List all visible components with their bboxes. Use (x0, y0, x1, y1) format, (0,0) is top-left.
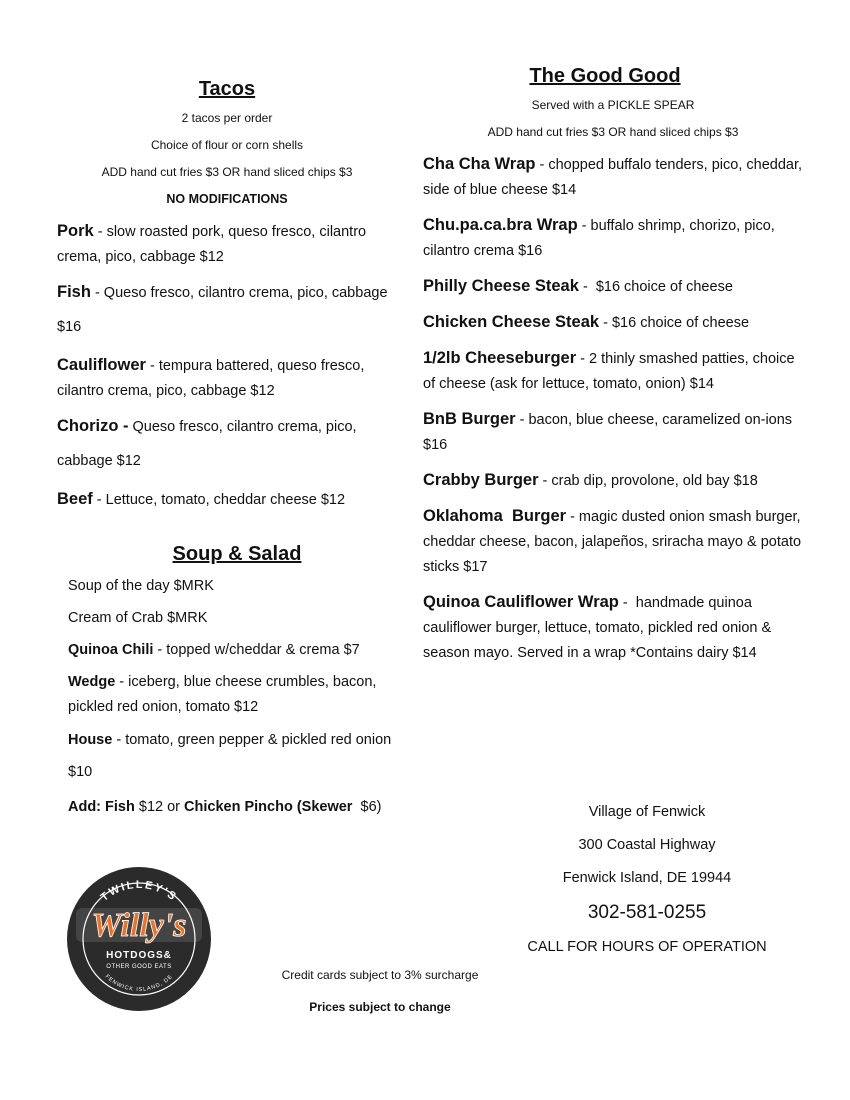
good-note-2: ADD hand cut fries $3 OR hand sliced chips $3 (487, 125, 739, 139)
menu-item-quinoa-cauliflower-wrap (423, 590, 803, 666)
item-name: Quinoa Cauliflower Wrap (423, 593, 619, 611)
add-chicken-price: $6) (352, 799, 382, 815)
item-name: Chorizo - (57, 417, 129, 435)
item-desc: - Queso fresco, cilantro crema, pico, cabbage $16 (57, 285, 388, 335)
good-good-list (423, 152, 803, 666)
willys-logo (66, 866, 212, 1012)
menu-item-soup-of-day (68, 574, 397, 599)
item-name: Oklahoma Burger (423, 507, 567, 525)
soup-salad-list (68, 574, 397, 820)
item-desc: - topped w/cheddar & crema $7 (153, 642, 360, 658)
tacos-note-2: Choice of flour or corn shells (150, 138, 304, 152)
item-desc: - slow roasted pork, queso fresco, cilantro crema, pico, cabbage $12 (57, 224, 367, 265)
menu-item-house (68, 724, 397, 788)
soup-salad-title: Soup & Salad (172, 543, 302, 565)
menu-item-beef (57, 487, 397, 513)
item-name: Quinoa Chili (68, 642, 154, 658)
item-desc: - $16 choice of cheese (578, 279, 733, 295)
item-name: Beef (57, 490, 93, 508)
menu-item-cha-cha-wrap (423, 152, 803, 203)
item-desc: - crab dip, provolone, old bay $18 (538, 473, 758, 489)
menu-item-cream-of-crab (68, 606, 397, 631)
menu-item-wedge (68, 670, 397, 720)
address-venue: Village of Fenwick (588, 804, 706, 820)
footer (260, 968, 500, 1014)
logo-sub-text-2: OTHER GOOD EATS (106, 964, 172, 970)
prices-note: Prices subject to change (309, 1000, 451, 1014)
item-desc: Queso fresco, cilantro crema, pico, cabbage $12 (57, 419, 357, 469)
menu-item-chorizo (57, 409, 397, 478)
address-city: Fenwick Island, DE 19944 (562, 870, 732, 886)
add-chicken-label: Chicken Pincho (Skewer (184, 799, 353, 815)
item-desc: - tempura battered, queso fresco, cilantro crema, pico, cabbage $12 (57, 358, 365, 399)
item-name: Cha Cha Wrap (423, 155, 536, 173)
tacos-note-1: 2 tacos per order (181, 111, 273, 125)
item-name: Cauliflower (57, 356, 146, 374)
menu-item-pork (57, 219, 397, 270)
item-desc: Cream of Crab $MRK (68, 610, 208, 626)
item-name: BnB Burger (423, 410, 516, 428)
tacos-title: Tacos (198, 78, 256, 100)
item-desc: - bacon, blue cheese, caramelized on-ions $16 (423, 412, 793, 453)
menu-item-quinoa-chili (68, 638, 397, 663)
good-good-title: The Good Good (529, 65, 681, 87)
item-name: Chu.pa.ca.bra Wrap (423, 216, 578, 234)
phone-number: 302-581-0255 (587, 902, 707, 923)
hours-note: CALL FOR HOURS OF OPERATION (527, 939, 767, 955)
item-name: Philly Cheese Steak (423, 277, 579, 295)
item-name: Fish (57, 283, 91, 301)
item-name: Crabby Burger (423, 471, 539, 489)
menu-item-philly-cheese-steak (423, 274, 803, 300)
item-name: Pork (57, 222, 94, 240)
logo-top-text: TWILLEY'S (98, 878, 180, 904)
add-fish-price: $12 or (134, 799, 185, 815)
item-desc: - buffalo shrimp, chorizo, pico, cilantro crema $16 (423, 218, 775, 259)
item-desc: - chopped buffalo tenders, pico, cheddar, side of blue cheese $14 (423, 157, 803, 198)
menu-item-chupacabra-wrap (423, 213, 803, 264)
good-note-1: Served with a PICKLE SPEAR (531, 98, 695, 112)
logo-brand-text: Willy's (91, 907, 187, 944)
item-desc: - magic dusted onion smash burger, cheddar cheese, bacon, jalapeños, sriracha mayo & potato sticks $17 (423, 509, 802, 575)
menu-item-bnb-burger (423, 407, 803, 458)
add-fish-label: Add: Fish (68, 799, 135, 815)
tacos-list (57, 219, 397, 513)
logo-sub-text-1: HOTDOGS& (106, 950, 172, 961)
item-name: House (68, 732, 113, 748)
menu-item-cheeseburger (423, 346, 803, 397)
item-name: Wedge (68, 674, 116, 690)
item-desc: - handmade quinoa cauliflower burger, lettuce, tomato, pickled red onion & season mayo. Served in a wrap *Contains dairy $14 (423, 595, 776, 661)
menu-item-crabby-burger (423, 468, 803, 494)
item-desc: - $16 choice of cheese (599, 315, 750, 331)
item-name: 1/2lb Cheeseburger (423, 349, 577, 367)
left-column (57, 78, 397, 827)
item-desc: - Lettuce, tomato, cheddar cheese $12 (92, 492, 346, 508)
logo-bottom-text: FENWICK ISLAND, DE (103, 973, 175, 994)
menu-item-add-ons (68, 795, 397, 820)
address-street: 300 Coastal Highway (578, 837, 716, 853)
menu-item-cauliflower (57, 353, 397, 404)
item-desc: Soup of the day $MRK (68, 578, 214, 594)
tacos-no-modifications: NO MODIFICATIONS (166, 192, 288, 206)
surcharge-note: Credit cards subject to 3% surcharge (281, 968, 479, 982)
location-info (520, 802, 774, 970)
menu-item-chicken-cheese-steak (423, 310, 803, 336)
item-desc: - 2 thinly smashed patties, choice of cheese (ask for lettuce, tomato, onion) $14 (423, 351, 795, 392)
item-desc: - tomato, green pepper & pickled red onion $10 (68, 732, 392, 780)
menu-item-oklahoma-burger (423, 504, 803, 580)
tacos-note-3: ADD hand cut fries $3 OR hand sliced chips $3 (101, 165, 353, 179)
item-name: Chicken Cheese Steak (423, 313, 600, 331)
item-desc: - iceberg, blue cheese crumbles, bacon, pickled red onion, tomato $12 (68, 674, 377, 715)
right-column (423, 65, 803, 676)
menu-item-fish (57, 275, 397, 344)
